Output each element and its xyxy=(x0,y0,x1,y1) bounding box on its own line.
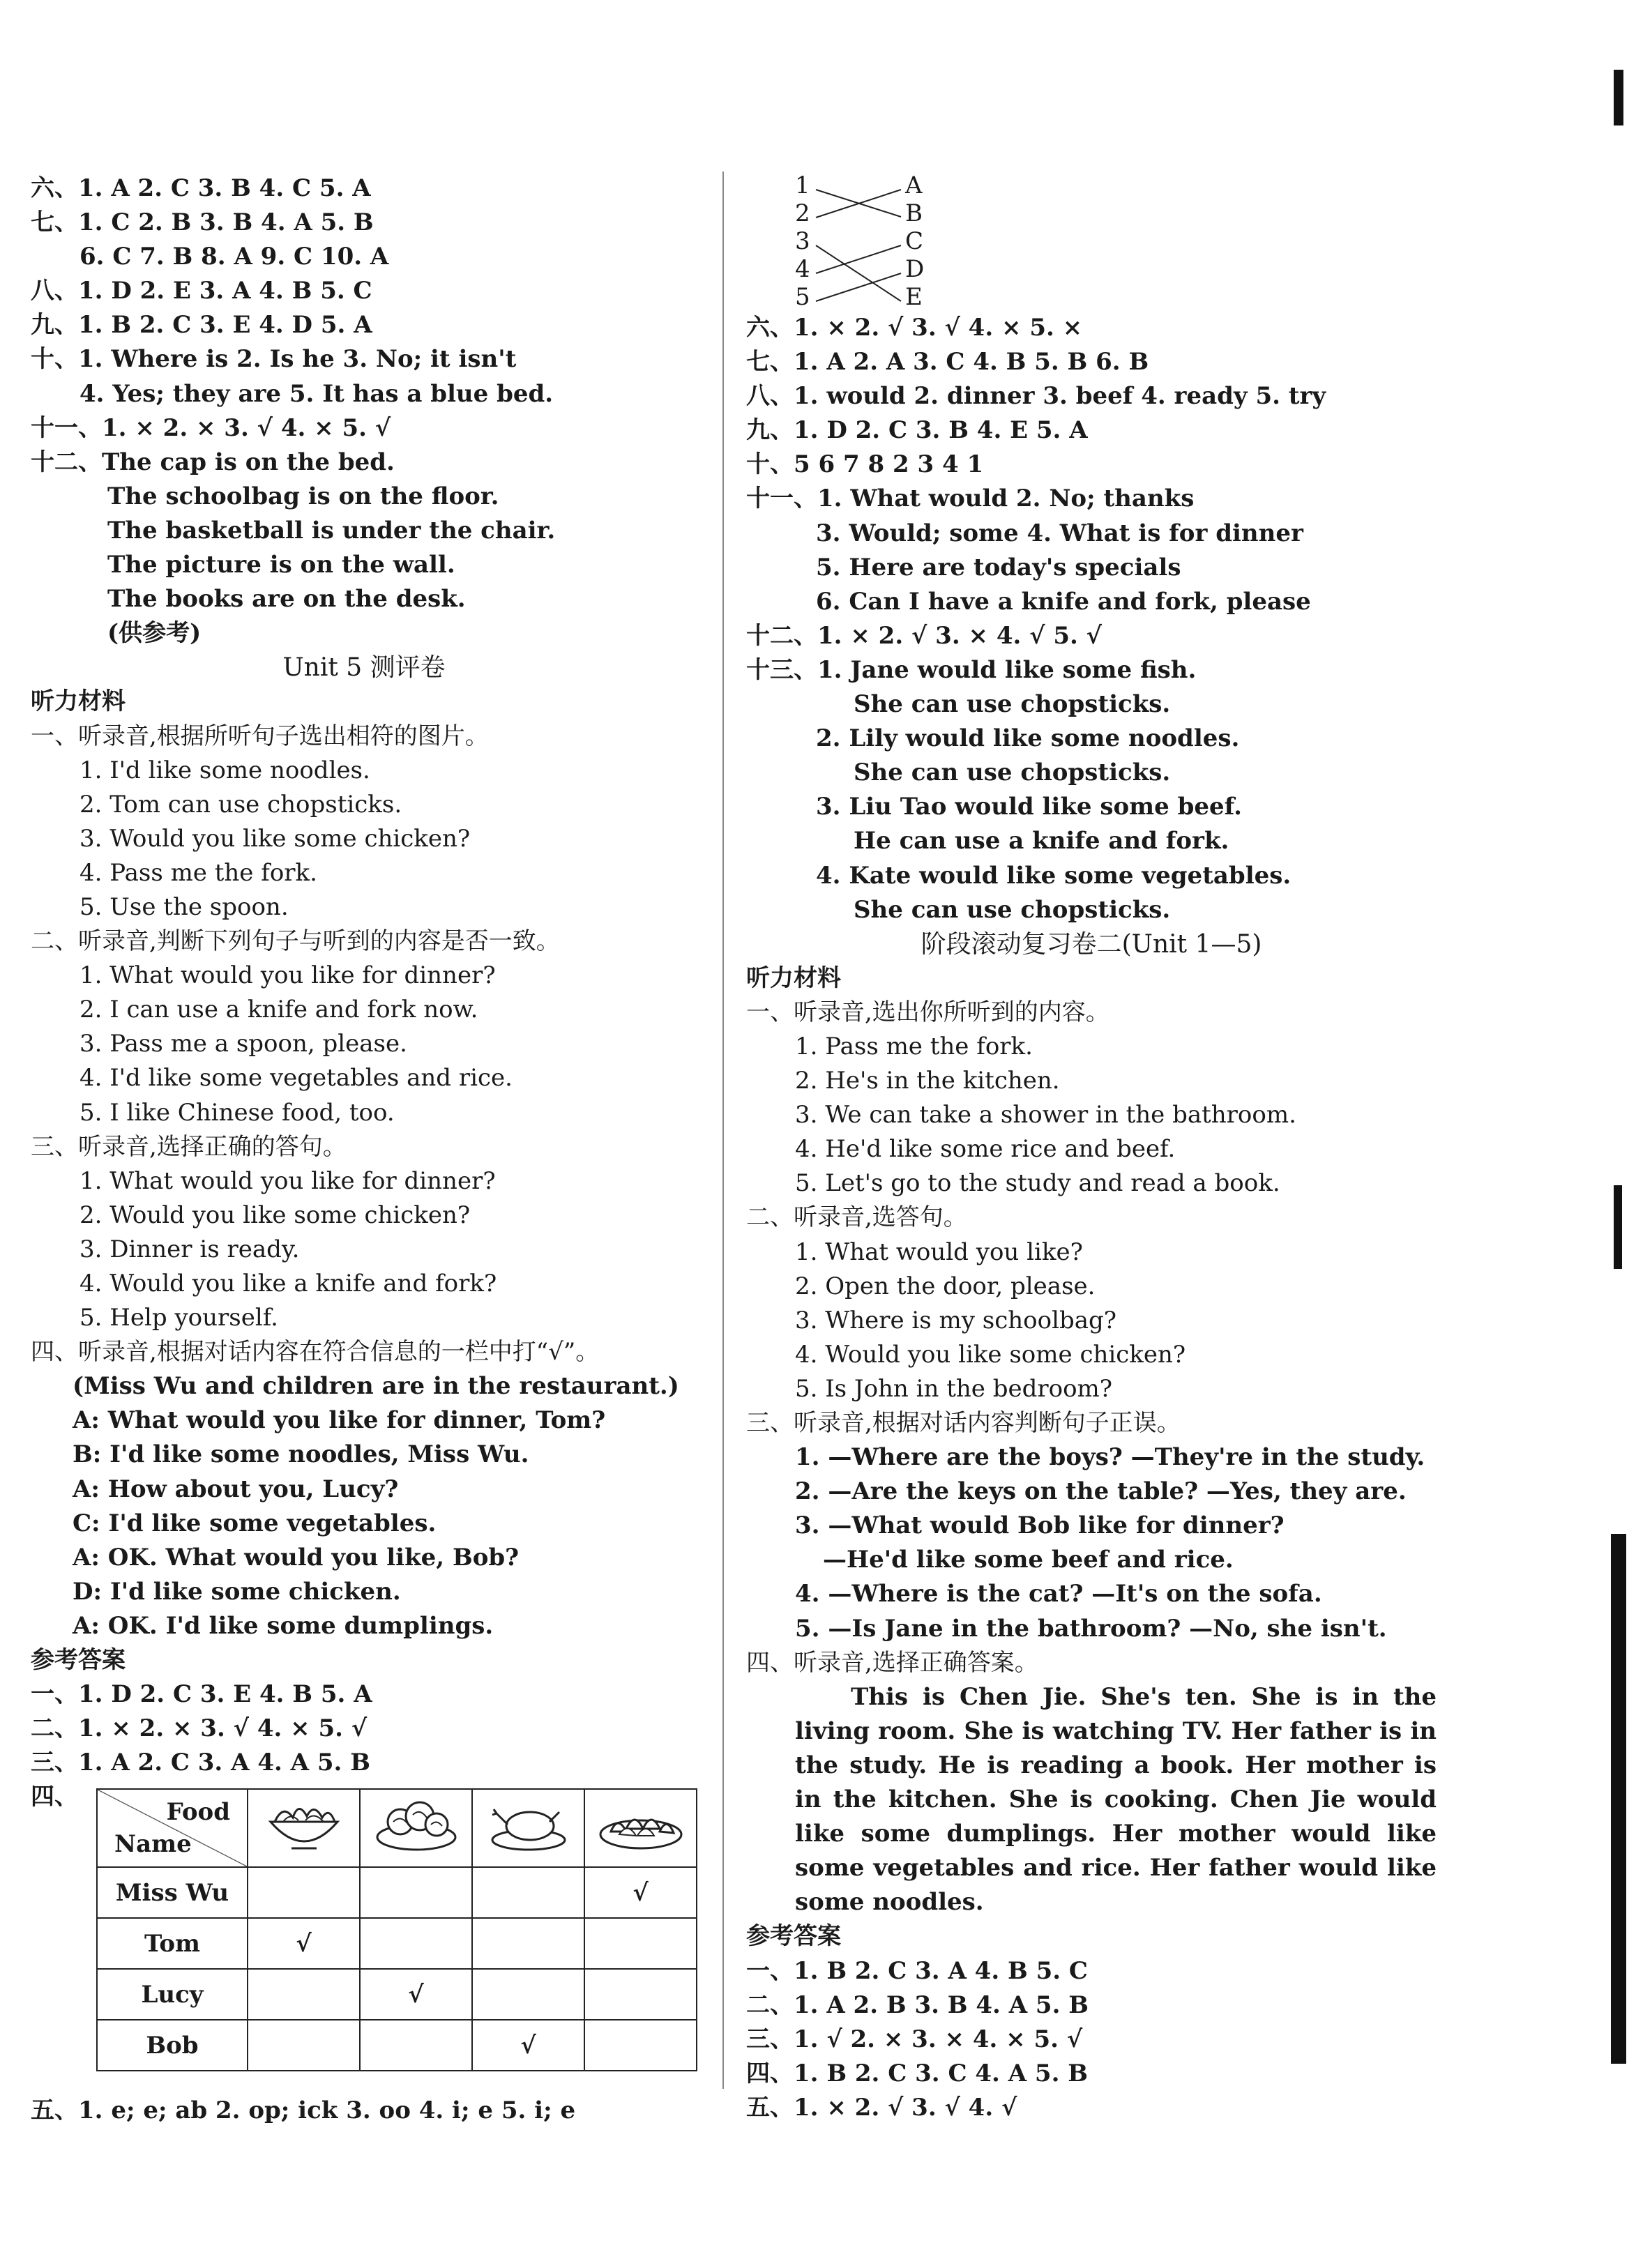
mark-cell: √ xyxy=(472,2020,584,2071)
list-item: 4. Would you like a knife and fork? xyxy=(79,1270,497,1297)
match-number: 1 xyxy=(795,172,810,199)
list-item: 3. Dinner is ready. xyxy=(79,1235,300,1263)
list-item: 1. I'd like some noodles. xyxy=(79,756,370,784)
list-item: 5. I like Chinese food, too. xyxy=(79,1098,395,1127)
review-title: 阶段滚动复习卷二(Unit 1—5) xyxy=(921,929,1262,959)
mark-cell: √ xyxy=(584,1867,697,1918)
mark-cell xyxy=(248,1867,360,1918)
match-letter: E xyxy=(905,283,923,311)
mark-cell: √ xyxy=(360,1969,472,2020)
section-title: 一、听录音,根据所听句子选出相符的图片。 xyxy=(31,722,489,750)
left-column xyxy=(31,172,697,2129)
mark-cell xyxy=(584,2020,697,2071)
answer-line: She can use chopsticks. xyxy=(854,895,1171,924)
answer-line: 6. C 7. B 8. A 9. C 10. A xyxy=(79,243,389,271)
answer-line: The books are on the desk. xyxy=(107,585,466,614)
dialogue-line: 4. —Where is the cat? —It's on the sofa. xyxy=(795,1580,1322,1608)
answers-header: 参考答案 xyxy=(31,1646,126,1675)
answer-line: 十一、1. What would 2. No; thanks xyxy=(746,485,1195,513)
answer-line: 五、1. × 2. √ 3. √ 4. √ xyxy=(746,2093,1017,2122)
right-column xyxy=(746,172,1437,2125)
answer-line: 3. Liu Tao would like some beef. xyxy=(816,793,1242,821)
list-item: 5. Help yourself. xyxy=(79,1304,278,1332)
dialogue-line: D: I'd like some chicken. xyxy=(73,1577,401,1606)
list-item: 2. He's in the kitchen. xyxy=(795,1067,1060,1095)
answer-line: The picture is on the wall. xyxy=(107,551,455,579)
answer-line: The basketball is under the chair. xyxy=(107,516,556,545)
match-line xyxy=(816,245,901,273)
match-letter: C xyxy=(905,227,924,255)
mark-cell xyxy=(360,1867,472,1918)
list-item: 5. Is John in the bedroom? xyxy=(795,1374,1113,1403)
section-title: 二、听录音,选答句。 xyxy=(746,1203,967,1232)
dialogue-line: (Miss Wu and children are in the restaurant.) xyxy=(73,1372,679,1401)
answer-line: 三、1. √ 2. × 3. × 4. × 5. √ xyxy=(746,2025,1083,2053)
reference-note: (供参考) xyxy=(107,619,202,648)
list-item: 3. We can take a shower in the bathroom. xyxy=(795,1101,1296,1129)
match-letter: D xyxy=(905,255,925,283)
scan-edge-mark xyxy=(1614,1185,1622,1269)
answer-line: 九、1. B 2. C 3. E 4. D 5. A xyxy=(31,311,372,340)
dialogue-line: —He'd like some beef and rice. xyxy=(823,1546,1234,1574)
answer-line: 十二、1. × 2. √ 3. × 4. √ 5. √ xyxy=(746,621,1103,650)
diagonal-header-cell xyxy=(97,1789,248,1867)
dialogue-line: A: OK. I'd like some dumplings. xyxy=(73,1611,494,1640)
answer-line: 六、1. × 2. √ 3. √ 4. × 5. × xyxy=(746,314,1083,342)
table-row xyxy=(97,1918,697,1969)
listening-header: 听力材料 xyxy=(31,687,126,716)
header-food: Food xyxy=(166,1798,230,1827)
answer-line: 十、5 6 7 8 2 3 4 1 xyxy=(746,450,984,479)
answer-line: 十一、1. × 2. × 3. √ 4. × 5. √ xyxy=(31,413,391,442)
list-item: 4. Pass me the fork. xyxy=(79,858,317,887)
scan-edge-mark xyxy=(1611,1534,1626,2064)
unit-title: Unit 5 测评卷 xyxy=(282,653,446,683)
answer-line: 2. Lily would like some noodles. xyxy=(816,724,1240,753)
list-item: 1. What would you like? xyxy=(795,1238,1083,1266)
list-item: 1. What would you like for dinner? xyxy=(79,961,496,990)
answer-line: 三、1. A 2. C 3. A 4. A 5. B xyxy=(31,1749,370,1777)
section-title: 二、听录音,判断下列句子与听到的内容是否一致。 xyxy=(31,927,560,956)
answer-line: He can use a knife and fork. xyxy=(854,827,1229,855)
column-divider xyxy=(722,172,724,2089)
mark-cell xyxy=(584,1969,697,2020)
mark-cell xyxy=(248,2020,360,2071)
answer-line: 一、1. B 2. C 3. A 4. B 5. C xyxy=(746,1956,1088,1985)
section-title: 四、听录音,选择正确答案。 xyxy=(746,1648,1038,1677)
dialogue-line: B: I'd like some noodles, Miss Wu. xyxy=(73,1440,529,1469)
answer-line: 八、1. D 2. E 3. A 4. B 5. C xyxy=(31,277,372,305)
dialogue-line: A: OK. What would you like, Bob? xyxy=(73,1543,520,1571)
answers-header: 参考答案 xyxy=(746,1922,841,1951)
row-name: Miss Wu xyxy=(97,1867,248,1918)
list-item: 2. Tom can use chopsticks. xyxy=(79,790,402,819)
table-label: 四、 xyxy=(31,1783,78,1811)
dialogue-line: 3. —What would Bob like for dinner? xyxy=(795,1512,1285,1540)
section-title: 四、听录音,根据对话内容在符合信息的一栏中打“√”。 xyxy=(31,1338,600,1367)
listening-header: 听力材料 xyxy=(746,964,841,992)
scan-edge-mark xyxy=(1614,70,1623,125)
listening-paragraph: This is Chen Jie. She's ten. She is in the living room. She is watching TV. Her father is in the study. He is reading a book. Her mother is in the kitchen. She is cooking. Chen Jie would like some dumplings. Her mother would like some vegetables and rice. Her father would like some noodles. xyxy=(795,1682,1437,1917)
food-table xyxy=(96,1788,697,2071)
list-item: 1. What would you like for dinner? xyxy=(79,1166,496,1195)
dialogue-line: 2. —Are the keys on the table? —Yes, they are. xyxy=(795,1477,1407,1506)
list-item: 4. He'd like some rice and beef. xyxy=(795,1135,1176,1164)
header-name: Name xyxy=(114,1830,192,1859)
answer-line: She can use chopsticks. xyxy=(854,690,1171,719)
answer-line: 一、1. D 2. C 3. E 4. B 5. A xyxy=(31,1680,372,1709)
answer-line: 十二、The cap is on the bed. xyxy=(31,448,395,476)
answer-line: 四、1. B 2. C 3. C 4. A 5. B xyxy=(746,2059,1088,2087)
match-number: 4 xyxy=(795,255,810,283)
list-item: 1. Pass me the fork. xyxy=(795,1032,1033,1060)
list-item: 2. Open the door, please. xyxy=(795,1272,1096,1300)
match-number: 5 xyxy=(795,283,810,311)
answer-line: 七、1. C 2. B 3. B 4. A 5. B xyxy=(31,208,374,237)
list-item: 3. Pass me a spoon, please. xyxy=(79,1030,407,1058)
row-name: Bob xyxy=(97,2020,248,2071)
list-item: 2. I can use a knife and fork now. xyxy=(79,996,478,1024)
dialogue-line: A: How about you, Lucy? xyxy=(73,1475,399,1503)
mark-cell xyxy=(360,1918,472,1969)
match-line xyxy=(816,245,901,301)
answer-line: 6. Can I have a knife and fork, please xyxy=(816,587,1311,616)
dialogue-line: 1. —Where are the boys? —They're in the study. xyxy=(795,1443,1425,1472)
match-number: 2 xyxy=(795,199,810,227)
match-letter: B xyxy=(905,199,923,227)
row-name: Tom xyxy=(97,1918,248,1969)
dialogue-line: A: What would you like for dinner, Tom? xyxy=(73,1406,606,1435)
mark-cell xyxy=(472,1867,584,1918)
table-row xyxy=(97,2020,697,2071)
matching-diagram xyxy=(746,172,1437,311)
answer-line: 3. Would; some 4. What is for dinner xyxy=(816,519,1303,547)
mark-cell xyxy=(472,1918,584,1969)
mark-cell xyxy=(472,1969,584,2020)
table-row xyxy=(97,1969,697,2020)
dumplings-icon xyxy=(584,1789,697,1867)
answer-line: 八、1. would 2. dinner 3. beef 4. ready 5. try xyxy=(746,382,1326,411)
match-number: 3 xyxy=(795,227,810,255)
section-title: 三、听录音,根据对话内容判断句子正误。 xyxy=(746,1409,1181,1437)
chicken-icon xyxy=(472,1789,584,1867)
list-item: 4. I'd like some vegetables and rice. xyxy=(79,1064,513,1093)
food-table-block xyxy=(31,1780,697,2094)
answer-line: 5. Here are today's specials xyxy=(816,553,1181,581)
table-row xyxy=(97,1867,697,1918)
answer-line: 十三、1. Jane would like some fish. xyxy=(746,655,1197,684)
answer-line: 六、1. A 2. C 3. B 4. C 5. A xyxy=(31,174,371,202)
table-header-row xyxy=(97,1789,697,1867)
mark-cell xyxy=(584,1918,697,1969)
mark-cell: √ xyxy=(248,1918,360,1969)
answer-line: 4. Yes; they are 5. It has a blue bed. xyxy=(79,379,554,408)
answer-line: 二、1. A 2. B 3. B 4. A 5. B xyxy=(746,1991,1089,2019)
answer-line: 十、1. Where is 2. Is he 3. No; it isn't xyxy=(31,345,517,374)
answer-line: 七、1. A 2. A 3. C 4. B 5. B 6. B xyxy=(746,348,1149,376)
answer-line: 二、1. × 2. × 3. √ 4. × 5. √ xyxy=(31,1714,368,1743)
match-letter: A xyxy=(905,172,923,199)
list-item: 3. Would you like some chicken? xyxy=(79,824,471,853)
mark-cell xyxy=(248,1969,360,2020)
row-name: Lucy xyxy=(97,1969,248,2020)
section-title: 三、听录音,选择正确的答句。 xyxy=(31,1132,347,1161)
answer-line: 九、1. D 2. C 3. B 4. E 5. A xyxy=(746,416,1088,445)
list-item: 5. Use the spoon. xyxy=(79,892,289,921)
section-title: 一、听录音,选出你所听到的内容。 xyxy=(746,998,1109,1026)
match-line xyxy=(816,273,901,301)
answer-line: 4. Kate would like some vegetables. xyxy=(816,861,1292,890)
list-item: 3. Where is my schoolbag? xyxy=(795,1306,1117,1334)
mark-cell xyxy=(360,2020,472,2071)
answer-line: She can use chopsticks. xyxy=(854,759,1171,787)
matching-lines xyxy=(746,172,969,311)
list-item: 5. Let's go to the study and read a book. xyxy=(795,1169,1280,1198)
vegetables-icon xyxy=(360,1789,472,1867)
dialogue-line: C: I'd like some vegetables. xyxy=(73,1509,437,1537)
list-item: 4. Would you like some chicken? xyxy=(795,1340,1186,1369)
dialogue-line: 5. —Is Jane in the bathroom? —No, she isn't. xyxy=(795,1614,1387,1643)
list-item: 2. Would you like some chicken? xyxy=(79,1201,471,1229)
answer-line: 五、1. e; e; ab 2. op; ick 3. oo 4. i; e 5. i; e xyxy=(31,2096,576,2125)
answer-line: The schoolbag is on the floor. xyxy=(107,482,499,510)
noodles-icon xyxy=(248,1789,360,1867)
